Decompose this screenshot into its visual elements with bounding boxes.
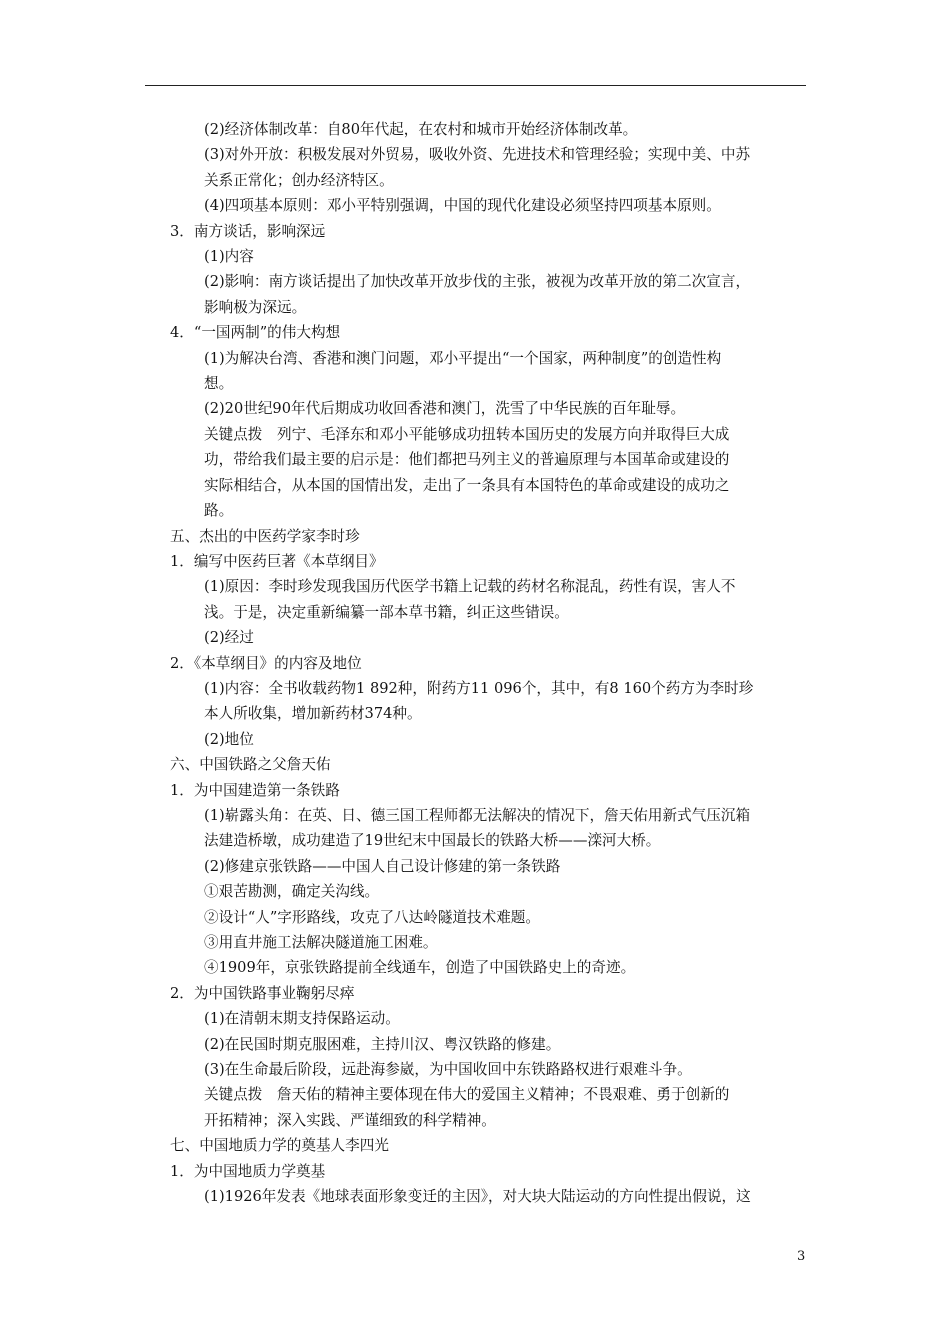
body-line: (4)四项基本原则：邓小平特别强调，中国的现代化建设必须坚持四项基本原则。 [204, 197, 721, 215]
header-rule [145, 85, 806, 86]
body-line: (2)地位 [204, 730, 254, 748]
body-line: (3)对外开放：积极发展对外贸易，吸收外资、先进技术和管理经验；实现中美、中苏 [204, 146, 751, 164]
body-line: (2)经济体制改革：自80年代起，在农村和城市开始经济体制改革。 [204, 121, 638, 138]
section-heading: 七、中国地质力学的奠基人李四光 [170, 1137, 389, 1155]
body-line: (2)在民国时期克服困难，主持川汉、粤汉铁路的修建。 [204, 1035, 561, 1053]
body-line: (1)1926年发表《地球表面形象变迁的主因》，对大块大陆运动的方向性提出假说，这 [204, 1188, 751, 1206]
body-line: 关键点拨 列宁、毛泽东和邓小平能够成功扭转本国历史的发展方向并取得巨大成 [204, 425, 730, 443]
body-line: (3)在生命最后阶段，远赴海参崴，为中国收回中东铁路路权进行艰难斗争。 [204, 1061, 692, 1079]
section-heading: 五、杰出的中医药学家李时珍 [170, 527, 360, 545]
body-line: ④1909年，京张铁路提前全线通车，创造了中国铁路史上的奇迹。 [204, 959, 636, 977]
body-line: (1)内容：全书收载药物1 892种，附药方11 096个，其中，有8 160个药方为李时珍 [204, 679, 754, 697]
body-line: (2)影响：南方谈话提出了加快改革开放步伐的主张，被视为改革开放的第二次宣言， [204, 273, 751, 291]
section-heading: 3．南方谈话，影响深远 [170, 222, 326, 240]
body-line: 开拓精神；深入实践、严谨细致的科学精神。 [204, 1111, 496, 1129]
body-line: ①艰苦勘测，确定关沟线。 [204, 883, 380, 901]
section-heading: 1．编写中医药巨著《本草纲目》 [170, 552, 384, 570]
document-body [170, 117, 820, 1209]
body-line: 法建造桥墩，成功建造了19世纪末中国最长的铁路大桥——滦河大桥。 [204, 832, 661, 850]
body-line: 想。 [204, 375, 234, 393]
page-number: 3 [797, 1249, 806, 1264]
section-heading: 1．为中国地质力学奠基 [170, 1162, 326, 1180]
body-line: 浅。于是，决定重新编纂一部本草书籍，纠正这些错误。 [204, 603, 569, 621]
body-line: ②设计“人”字形路线，攻克了八达岭隧道技术难题。 [204, 908, 540, 926]
body-line: ③用直井施工法解决隧道施工困难。 [204, 934, 438, 951]
body-line: 关键点拨 詹天佑的精神主要体现在伟大的爱国主义精神；不畏艰难、勇于创新的 [204, 1086, 730, 1104]
body-line: (1)原因：李时珍发现我国历代医学书籍上记载的药材名称混乱，药性有误，害人不 [204, 578, 736, 596]
body-line: (1)为解决台湾、香港和澳门问题，邓小平提出“一个国家，两种制度”的创造性构 [204, 349, 722, 367]
body-line: 影响极为深远。 [204, 298, 307, 316]
section-heading: 1．为中国建造第一条铁路 [170, 781, 340, 799]
body-line: (1)在清朝末期支持保路运动。 [204, 1010, 400, 1028]
body-line: (1)内容 [204, 248, 254, 266]
body-line: (2)20世纪90年代后期成功收回香港和澳门，洗雪了中华民族的百年耻辱。 [204, 400, 686, 418]
body-line: 实际相结合，从本国的国情出发，走出了一条具有本国特色的革命或建设的成功之 [204, 476, 730, 494]
body-line: 功，带给我们最主要的启示是：他们都把马列主义的普遍原理与本国革命或建设的 [204, 451, 730, 469]
section-heading: 2．《本草纲目》的内容及地位 [170, 654, 362, 672]
body-line: (2)修建京张铁路——中国人自己设计修建的第一条铁路 [204, 857, 561, 875]
body-line: 本人所收集，增加新药材374种。 [204, 705, 422, 723]
body-line: 关系正常化；创办经济特区。 [204, 171, 394, 189]
section-heading: 4．“一国两制”的伟大构想 [170, 324, 341, 342]
section-heading: 2．为中国铁路事业鞠躬尽瘁 [170, 984, 355, 1002]
body-line: (1)崭露头角：在英、日、德三国工程师都无法解决的情况下，詹天佑用新式气压沉箱 [204, 806, 751, 824]
body-line: (2)经过 [204, 629, 254, 647]
body-line: 路。 [204, 502, 234, 520]
section-heading: 六、中国铁路之父詹天佑 [170, 756, 331, 774]
